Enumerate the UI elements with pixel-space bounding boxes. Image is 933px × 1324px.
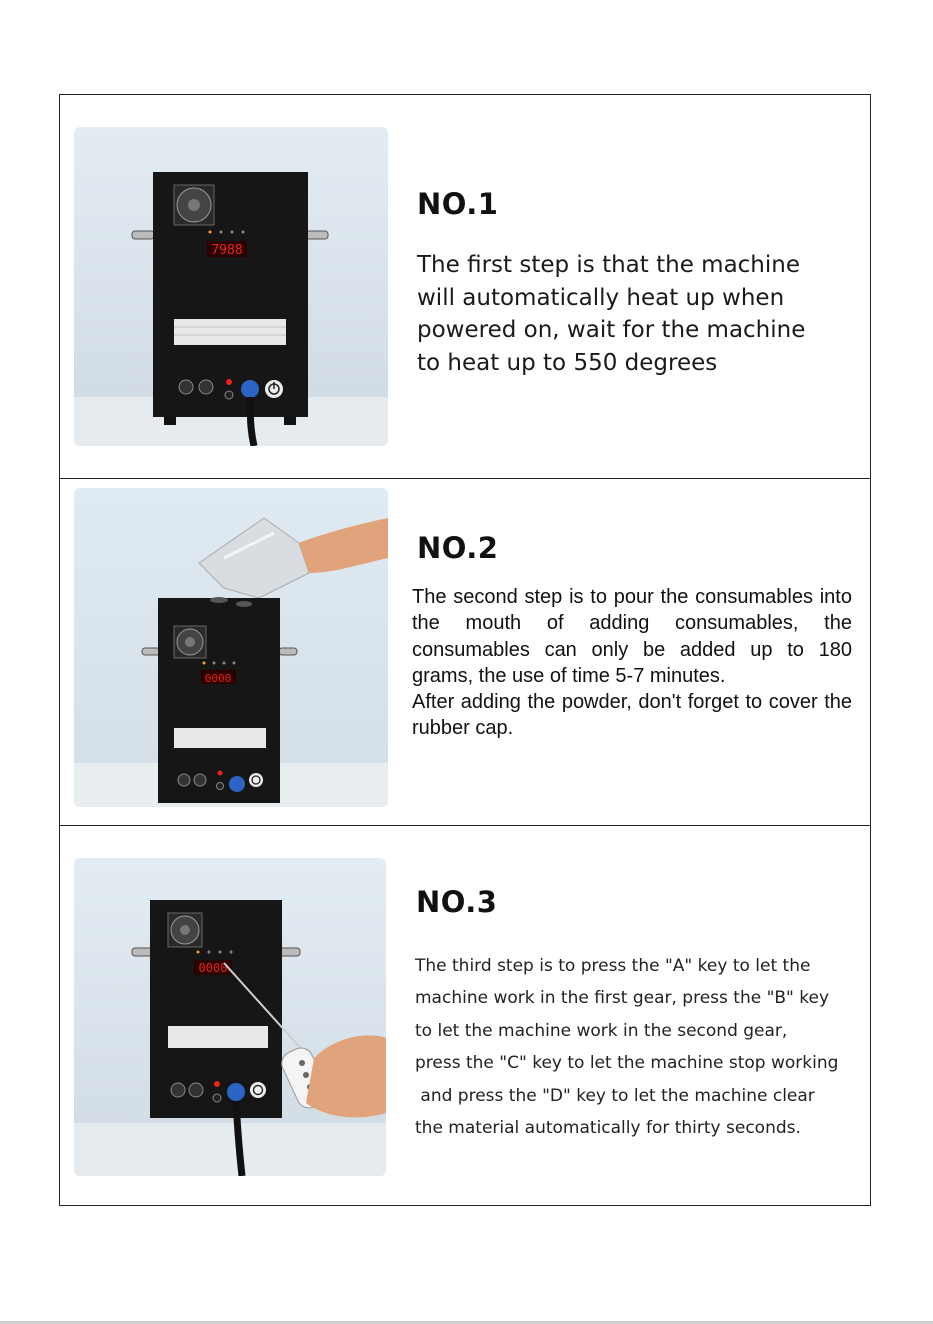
step-3-description [415,950,838,1144]
step-1-line: will automatically heat up when [417,284,785,311]
step-3-line: the material automatically for thirty seconds. [415,1118,801,1139]
instruction-frame [59,94,871,1206]
step-3-line: machine work in the first gear, press the "B" key [415,988,830,1009]
fan-icon [174,626,206,658]
step-1-line: The first step is that the machine [417,252,801,278]
power-icon [265,380,283,398]
svg-text:0000: 0000 [204,672,232,685]
svg-text:0000: 0000 [198,961,228,975]
power-icon [250,1082,266,1098]
step-1-machine-photo [74,127,388,446]
step-1-line: powered on, wait for the machine [417,317,806,343]
step-2-machine-photo [74,488,388,807]
step-3-line: press the "C" key to let the machine stop working [415,1053,839,1074]
step-1-description [417,249,805,379]
step-1-row [60,95,870,479]
step-1-heading: NO.1 [417,187,499,221]
fan-icon [174,185,214,225]
step-2-row [60,479,870,826]
step-2-paragraph: After adding the powder, don't forget to cover the rubber cap. [412,691,852,740]
step-3-line: and press the "D" key to let the machine clear [415,1085,815,1106]
step-1-line: to heat up to 550 degrees [417,349,718,376]
power-icon [249,773,263,787]
step-3-line: The third step is to press the "A" key to let the [415,956,811,976]
fan-icon [168,913,202,947]
svg-text:7988: 7988 [211,243,243,258]
step-2-description [412,584,852,742]
step-3-row [60,826,870,1207]
step-3-machine-photo [74,858,386,1176]
step-3-heading: NO.3 [416,885,498,919]
step-2-paragraph: The second step is to pour the consumables into the mouth of adding consumables, the consumables can only be added up to 180 grams, the use of time 5-7 minutes. [412,586,852,687]
step-3-line: to let the machine work in the second gear, [415,1020,788,1041]
step-2-heading: NO.2 [417,531,499,565]
